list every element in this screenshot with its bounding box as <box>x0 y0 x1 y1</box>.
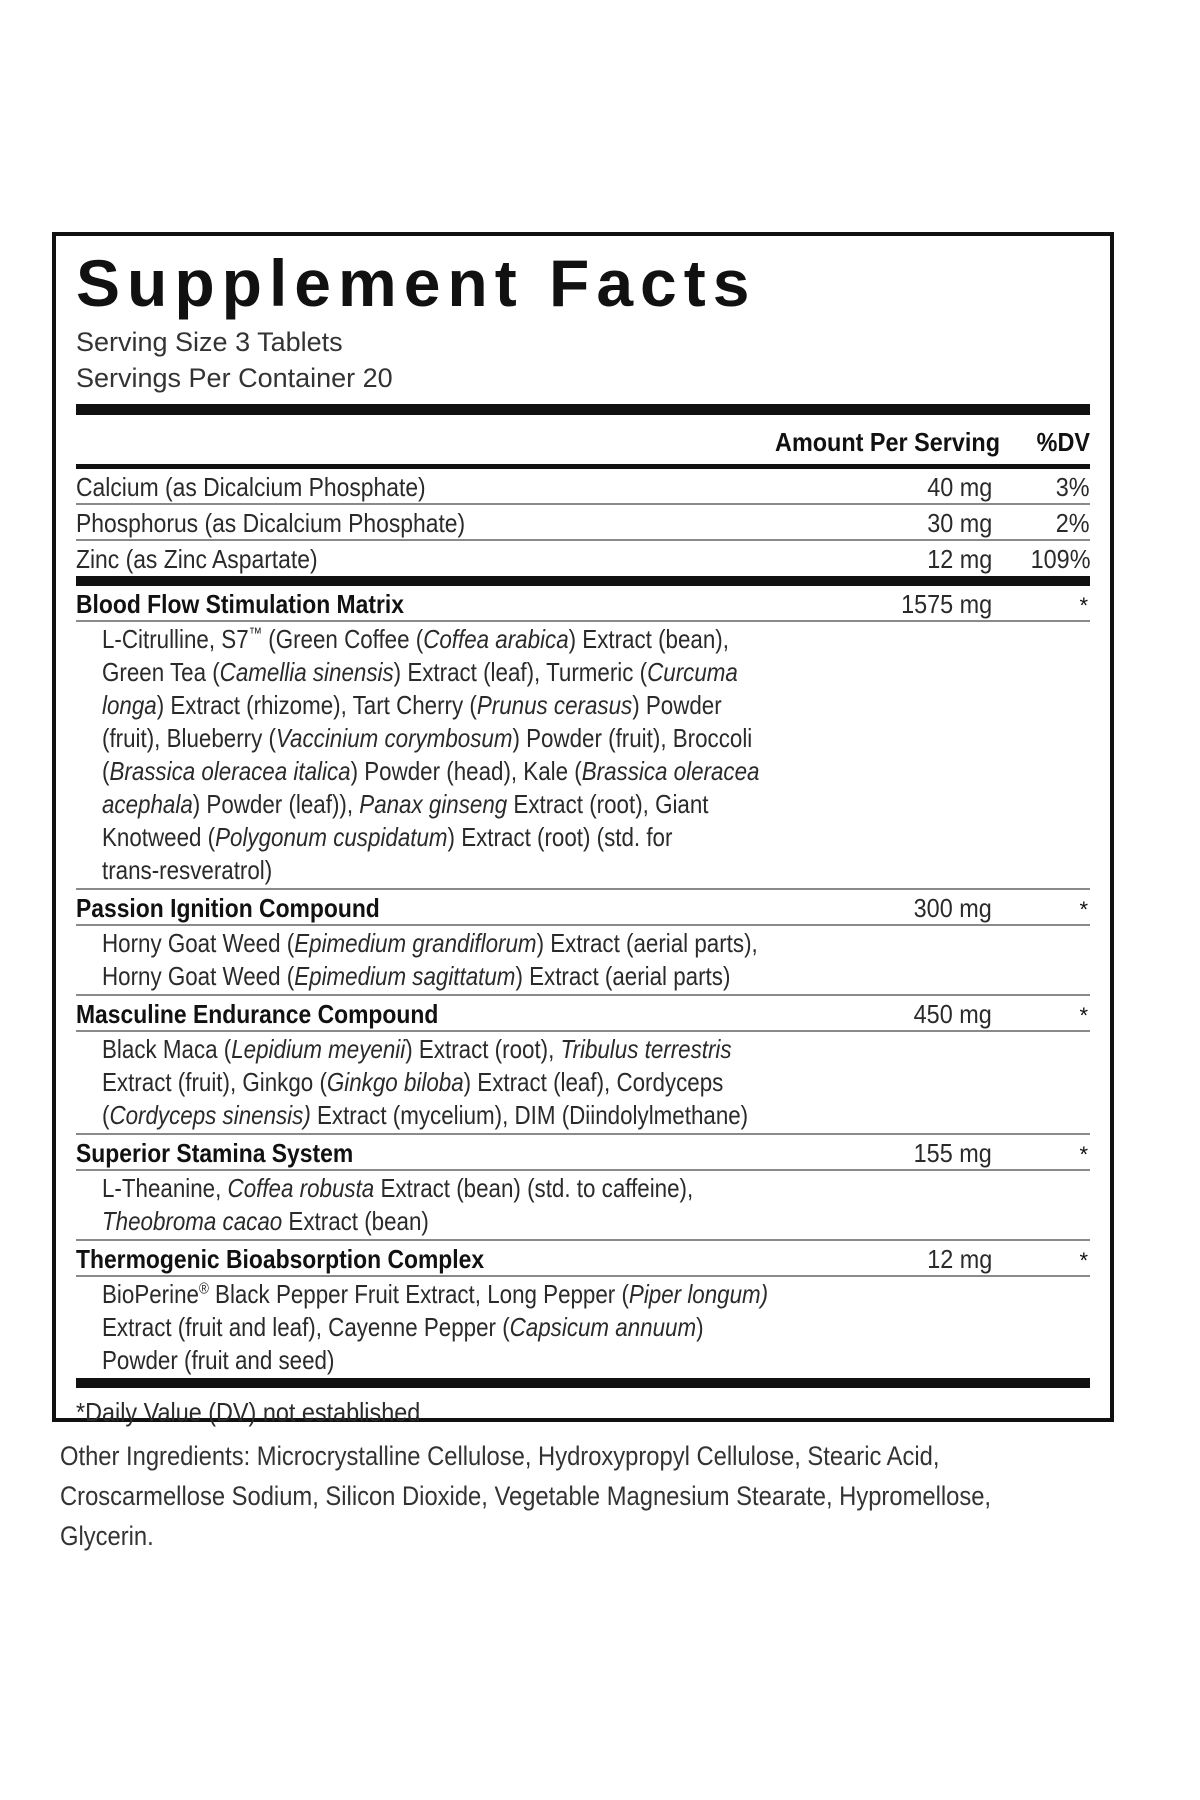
botanical-name: Vaccinium corymbosum <box>275 723 513 753</box>
ingredient-text: Extract (bean) (std. to caffeine), <box>374 1173 694 1203</box>
botanical-name: Tribulus terrestris <box>560 1034 732 1064</box>
botanical-name: Epimedium grandiflorum <box>294 928 537 958</box>
ingredient-text: ) Powder <box>632 690 722 720</box>
ingredient-text: ) Extract (root) (std. for <box>447 822 673 852</box>
blend-amount: 300 mg <box>913 893 992 923</box>
ingredient-line <box>102 1278 952 1311</box>
botanical-name: Polygonum cuspidatum <box>215 822 448 852</box>
ingredient-line <box>102 1205 952 1238</box>
botanical-name: Curcuma <box>647 657 738 687</box>
nutrient-amount: 30 mg <box>926 508 992 538</box>
ingredient-text: ) Powder (head), Kale ( <box>350 756 582 786</box>
blend-header <box>76 1135 1090 1171</box>
ingredient-text: ) Extract (rhizome), Tart Cherry ( <box>156 690 477 720</box>
other-ingredients-line: Glycerin. <box>60 1521 154 1551</box>
trademark-mark: ® <box>198 1280 209 1298</box>
ingredient-text: Black Pepper Fruit Extract, Long Pepper ( <box>208 1279 629 1309</box>
ingredient-text: ) Extract (bean), <box>568 624 729 654</box>
blend-header <box>76 1241 1090 1277</box>
blend-dv: * <box>1079 1142 1088 1167</box>
ingredient-text: ) Extract (root), <box>405 1034 561 1064</box>
blend-header <box>76 586 1090 622</box>
ingredient-line <box>102 960 952 993</box>
nutrient-name: Calcium (as Dicalcium Phosphate) <box>76 472 426 502</box>
ingredient-line <box>102 1066 952 1099</box>
ingredient-text: ) Extract (aerial parts) <box>515 961 731 991</box>
ingredient-line <box>102 656 952 689</box>
divider-thick <box>76 404 1090 415</box>
botanical-name: Prunus cerasus <box>476 690 633 720</box>
botanical-name: Coffea arabica <box>423 624 569 654</box>
botanical-name: Lepidium meyenii <box>231 1034 406 1064</box>
ingredient-text: Extract (root), Giant <box>507 789 709 819</box>
blend-dv: * <box>1079 593 1088 618</box>
ingredient-text: ( <box>102 756 110 786</box>
ingredient-text: BioPerine <box>102 1279 199 1309</box>
serving-size: Serving Size 3 Tablets <box>76 327 343 357</box>
nutrient-dv: 3% <box>1056 472 1090 502</box>
blend-name: Passion Ignition Compound <box>76 893 380 923</box>
ingredient-line <box>102 854 952 887</box>
ingredient-text: ( <box>102 1100 110 1130</box>
ingredient-text: Powder (fruit and seed) <box>102 1345 335 1375</box>
supplement-facts-panel <box>52 232 1114 1427</box>
ingredient-text: Green Tea ( <box>102 657 220 687</box>
ingredient-text: Extract (mycelium), DIM (Diindolylmethane) <box>310 1100 749 1130</box>
ingredient-text: ) Extract (aerial parts), <box>536 928 758 958</box>
ingredient-text: Extract (fruit and leaf), Cayenne Pepper ( <box>102 1312 510 1342</box>
blend-dv: * <box>1079 897 1088 922</box>
ingredient-line <box>102 722 952 755</box>
ingredient-line <box>102 1099 952 1132</box>
ingredient-text: Extract (fruit), Ginkgo ( <box>102 1067 327 1097</box>
column-header <box>177 415 1090 464</box>
ingredient-text: ) Powder (leaf)), <box>192 789 360 819</box>
nutrient-dv: 109% <box>1030 544 1090 574</box>
ingredient-text: Horny Goat Weed ( <box>102 928 295 958</box>
nutrient-amount: 40 mg <box>926 472 992 502</box>
blend-amount: 155 mg <box>913 1138 992 1168</box>
amount-header: Amount Per Serving <box>775 427 1000 457</box>
nutrient-name: Zinc (as Zinc Aspartate) <box>76 544 318 574</box>
blend-amount: 450 mg <box>913 999 992 1029</box>
blend-header <box>76 996 1090 1032</box>
ingredient-text: Black Maca ( <box>102 1034 232 1064</box>
ingredient-line <box>102 1033 952 1066</box>
blend-dv: * <box>1079 1248 1088 1273</box>
nutrient-name: Phosphorus (as Dicalcium Phosphate) <box>76 508 466 538</box>
blend-name: Superior Stamina System <box>76 1138 354 1168</box>
ingredient-text: ) Extract (leaf), Turmeric ( <box>393 657 648 687</box>
ingredient-text: ) Powder (fruit), Broccoli <box>512 723 753 753</box>
botanical-name: Epimedium sagittatum <box>294 961 516 991</box>
blend-ingredients <box>76 1277 1090 1378</box>
blend-amount: 12 mg <box>926 1244 992 1274</box>
botanical-name: Brassica oleracea italica <box>109 756 351 786</box>
botanical-name: Camellia sinensis <box>219 657 394 687</box>
botanical-name: Ginkgo biloba <box>326 1067 464 1097</box>
ingredient-line <box>102 623 952 656</box>
blend-ingredients <box>76 926 1090 996</box>
nutrient-row <box>76 505 1090 541</box>
ingredient-text: L-Citrulline, S7 <box>102 624 249 654</box>
blend-name: Masculine Endurance Compound <box>76 999 439 1029</box>
ingredient-line <box>102 927 952 960</box>
blend-dv: * <box>1079 1003 1088 1028</box>
blend-amount: 1575 mg <box>900 589 992 619</box>
divider-heavy <box>76 576 1090 586</box>
ingredient-text: Horny Goat Weed ( <box>102 961 295 991</box>
nutrient-amount: 12 mg <box>926 544 992 574</box>
blend-name: Blood Flow Stimulation Matrix <box>76 589 404 619</box>
botanical-name: Cordyceps sinensis) <box>109 1100 311 1130</box>
ingredient-text: ) <box>696 1312 704 1342</box>
blend-name: Thermogenic Bioabsorption Complex <box>76 1244 485 1274</box>
panel-title: Supplement Facts <box>76 246 757 320</box>
dv-header: %DV <box>1036 427 1090 457</box>
ingredient-text: L-Theanine, <box>102 1173 228 1203</box>
botanical-name: Brassica oleracea <box>581 756 760 786</box>
other-ingredients-line: Other Ingredients: Microcrystalline Cellulose, Hydroxypropyl Cellulose, Stearic Acid, <box>60 1441 940 1471</box>
blend-ingredients <box>76 1171 1090 1241</box>
nutrient-dv: 2% <box>1056 508 1090 538</box>
ingredient-line <box>102 1311 952 1344</box>
botanical-name: longa <box>102 690 157 720</box>
ingredient-text: ) Extract (leaf), Cordyceps <box>463 1067 724 1097</box>
other-ingredients-line: Croscarmellose Sodium, Silicon Dioxide, Vegetable Magnesium Stearate, Hypromellose, <box>60 1481 992 1511</box>
other-ingredients <box>60 1436 1140 1556</box>
servings-per-container: Servings Per Container 20 <box>76 363 393 393</box>
botanical-name: Theobroma cacao <box>102 1206 283 1236</box>
ingredient-line <box>102 1344 952 1377</box>
trademark-mark: ™ <box>248 625 263 643</box>
botanical-name: Piper longum) <box>628 1279 769 1309</box>
divider-heavy <box>76 1378 1090 1388</box>
blend-ingredients <box>76 622 1090 890</box>
blend-ingredients <box>76 1032 1090 1135</box>
nutrient-list <box>76 469 1090 576</box>
ingredient-text: Extract (bean) <box>282 1206 429 1236</box>
ingredient-text: trans-resveratrol) <box>102 855 273 885</box>
footnote: *Daily Value (DV) not established <box>76 1397 421 1427</box>
botanical-name: acephala <box>102 789 193 819</box>
ingredient-text: (Green Coffee ( <box>262 624 424 654</box>
ingredient-line <box>102 788 952 821</box>
botanical-name: Panax ginseng <box>359 789 508 819</box>
botanical-name: Coffea robusta <box>227 1173 375 1203</box>
blend-list <box>76 586 1090 1378</box>
ingredient-line <box>102 1172 952 1205</box>
nutrient-row <box>76 469 1090 505</box>
ingredient-line <box>102 755 952 788</box>
ingredient-line <box>102 821 952 854</box>
ingredient-line <box>102 689 952 722</box>
ingredient-text: Knotweed ( <box>102 822 216 852</box>
ingredient-text: (fruit), Blueberry ( <box>102 723 276 753</box>
botanical-name: Capsicum annuum <box>509 1312 697 1342</box>
blend-header <box>76 890 1090 926</box>
nutrient-row <box>76 541 1090 576</box>
